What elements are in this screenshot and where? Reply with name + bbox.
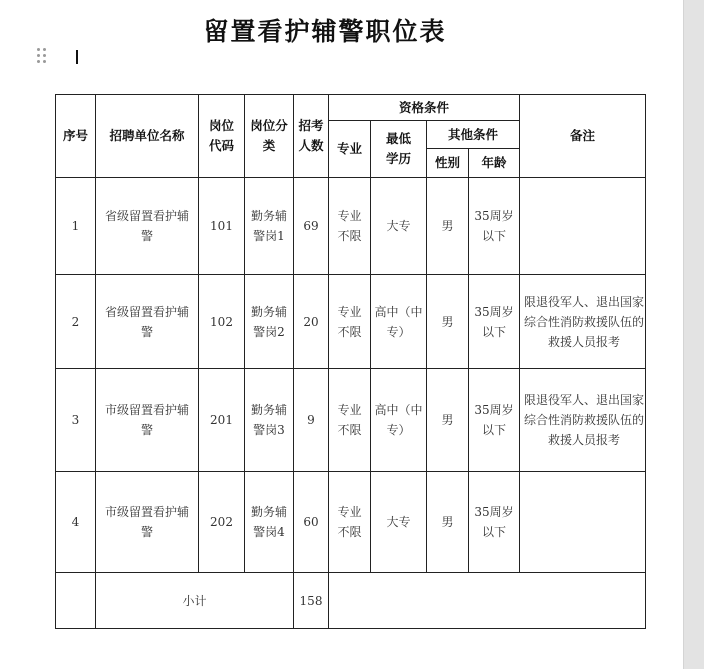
header-unit: 招聘单位名称 [96,95,199,178]
row-notes: 限退役军人、退出国家综合性消防救援队伍的救援人员报考 [520,369,646,472]
row-code: 202 [199,472,245,573]
row-unit: 市级留置看护辅警 [96,472,199,573]
row-unit: 市级留置看护辅警 [96,369,199,472]
subtotal-blank [329,573,646,629]
subtotal-count: 158 [294,573,329,629]
row-index: 2 [56,275,96,369]
row-category: 勤务辅警岗4 [245,472,294,573]
row-age: 35周岁以下 [469,178,520,275]
header-code: 岗位代码 [199,95,245,178]
row-gender: 男 [427,472,469,573]
row-gender: 男 [427,369,469,472]
row-index: 4 [56,472,96,573]
row-education: 高中（中专） [371,275,427,369]
subtotal-row [56,573,646,629]
row-gender: 男 [427,275,469,369]
drag-handle-icon[interactable] [37,48,49,64]
row-education: 大专 [371,178,427,275]
row-unit: 省级留置看护辅警 [96,178,199,275]
row-unit: 省级留置看护辅警 [96,275,199,369]
row-age: 35周岁以下 [469,275,520,369]
row-category: 勤务辅警岗1 [245,178,294,275]
table-row [56,369,646,472]
subtotal-label: 小计 [96,573,294,629]
row-notes [520,472,646,573]
row-code: 201 [199,369,245,472]
header-notes: 备注 [520,95,646,178]
row-count: 20 [294,275,329,369]
scrollbar[interactable] [683,0,704,669]
row-notes [520,178,646,275]
row-major: 专业不限 [329,178,371,275]
header-gender: 性别 [427,149,469,178]
row-major: 专业不限 [329,472,371,573]
row-notes: 限退役军人、退出国家综合性消防救援队伍的救援人员报考 [520,275,646,369]
row-category: 勤务辅警岗2 [245,275,294,369]
row-education: 高中（中专） [371,369,427,472]
text-cursor [76,50,78,64]
row-count: 9 [294,369,329,472]
header-major: 专业 [329,121,371,178]
header-index: 序号 [56,95,96,178]
table-row [56,472,646,573]
header-count: 招考人数 [294,95,329,178]
positions-table [55,94,646,629]
row-count: 69 [294,178,329,275]
header-education: 最低学历 [371,121,427,178]
table-row [56,178,646,275]
document-title: 留置看护辅警职位表 [203,17,447,46]
header-age: 年龄 [469,149,520,178]
header-other: 其他条件 [427,121,520,149]
row-category: 勤务辅警岗3 [245,369,294,472]
row-code: 101 [199,178,245,275]
table-row [56,275,646,369]
row-code: 102 [199,275,245,369]
row-major: 专业不限 [329,275,371,369]
row-count: 60 [294,472,329,573]
row-gender: 男 [427,178,469,275]
header-category: 岗位分类 [245,95,294,178]
row-age: 35周岁以下 [469,472,520,573]
row-education: 大专 [371,472,427,573]
header-qualifications: 资格条件 [329,95,520,121]
row-index: 3 [56,369,96,472]
row-age: 35周岁以下 [469,369,520,472]
row-major: 专业不限 [329,369,371,472]
subtotal-empty [56,573,96,629]
row-index: 1 [56,178,96,275]
